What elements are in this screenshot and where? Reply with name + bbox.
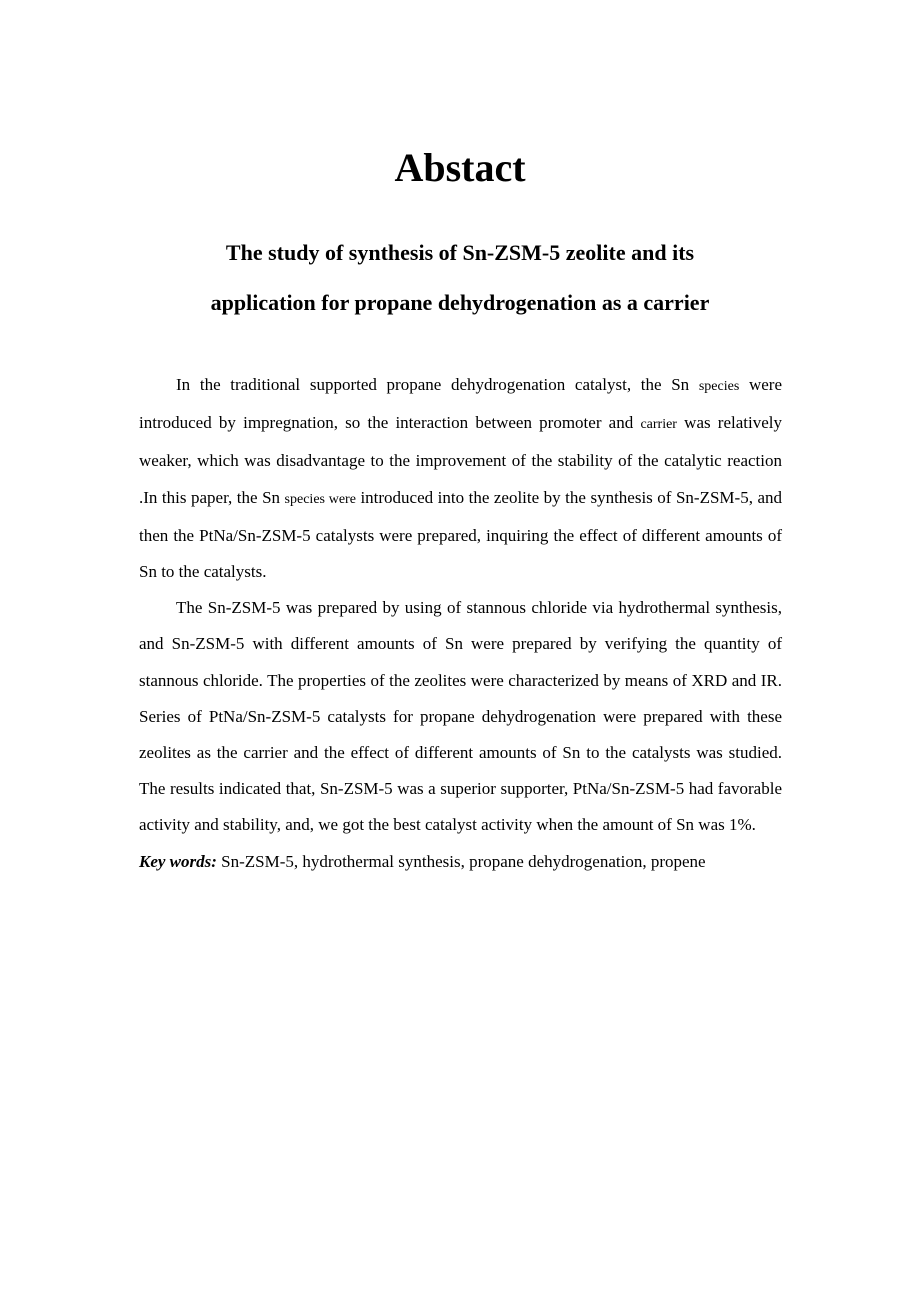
abstract-heading: Abstact xyxy=(394,145,526,190)
p1-text-2: were introduced by impregnation, so the interaction between promoter and xyxy=(139,375,783,433)
p1-text-3: was relatively weaker, which was disadvantage to the improvement of the stability of the catalytic reaction .In this paper, the Sn xyxy=(139,413,782,507)
abstract-paragraph-2: The Sn-ZSM-5 was prepared by using of stannous chloride via hydrothermal synthesis, and Sn-ZSM-5 with different amounts of Sn were prepared by verifying the quantity of stannous chloride. The properties of the zeolites were characterized by means of XRD and IR. Series of PtNa/Sn-ZSM-5 catalysts for propane dehydrogenation were prepared with these zeolites as the carrier and the effect of different amounts of Sn to the catalysts was studied. The results indicated that, Sn-ZSM-5 was a superior supporter, PtNa/Sn-ZSM-5 had favorable activity and stability, and, we got the best catalyst activity when the amount of Sn was 1%. xyxy=(139,598,782,835)
paper-title-line-1: The study of synthesis of Sn-ZSM-5 zeolite and its xyxy=(225,240,695,265)
paper-title-line-2: application for propane dehydrogenation as a carrier xyxy=(210,290,710,315)
keywords-label: Key words: xyxy=(139,851,217,871)
keywords-line xyxy=(139,844,782,880)
abstract-paragraph-1 xyxy=(139,367,782,590)
keywords-text: Sn-ZSM-5, hydrothermal synthesis, propane dehydrogenation, propene xyxy=(216,851,706,871)
p1-text-carrier: carrier xyxy=(640,417,677,433)
paper-title xyxy=(0,228,920,328)
p1-text-4: introduced into the zeolite by the synthesis of Sn-ZSM-5, and then the PtNa/Sn-ZSM-5 catalysts were prepared, inquiring the effect of different amounts of Sn to the catalysts. xyxy=(139,487,782,582)
abstract-body xyxy=(139,367,782,880)
p1-text-species-were: species were xyxy=(284,491,356,507)
p1-text-species: species xyxy=(698,379,740,394)
p1-text-1: In the traditional supported propane dehydrogenation catalyst, the Sn xyxy=(176,375,699,394)
